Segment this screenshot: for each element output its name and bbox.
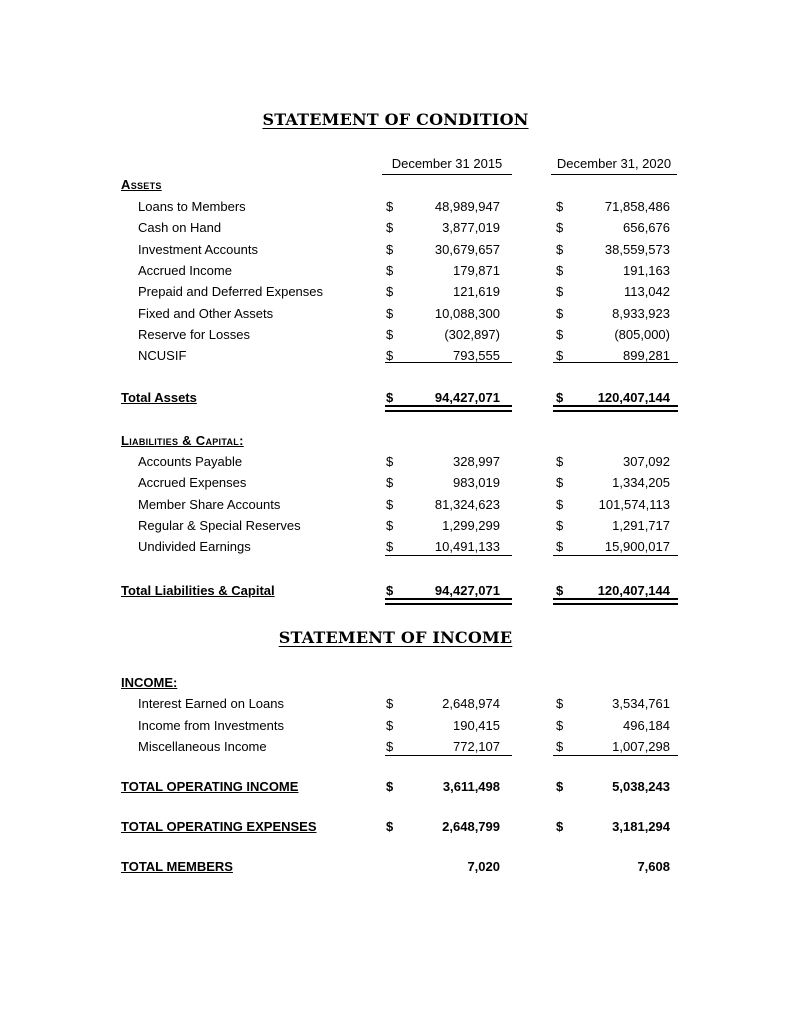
dollar-sign-2020: $ <box>556 454 564 469</box>
value-2015: 772,107 <box>453 739 500 754</box>
dollar-sign-2020: $ <box>556 739 564 754</box>
dollar-sign-2015: $ <box>386 718 394 733</box>
value-2015: 190,415 <box>453 718 500 733</box>
dollar-sign-2020: $ <box>556 819 564 834</box>
double-rule-2020 <box>553 405 678 412</box>
value-2020: 1,007,298 <box>612 739 670 754</box>
value-2015: 7,020 <box>467 859 500 874</box>
value-2015: 2,648,799 <box>442 819 500 834</box>
value-2015: 48,989,947 <box>434 199 500 214</box>
dollar-sign-2015: $ <box>386 518 394 533</box>
dollar-sign-2015: $ <box>386 497 394 512</box>
dollar-sign-2015: $ <box>386 475 394 490</box>
double-rule-2020 <box>553 598 678 605</box>
subtotal-rule-2015 <box>385 362 512 363</box>
value-2020: 899,281 <box>623 348 670 363</box>
value-2015: (302,897) <box>444 327 500 342</box>
dollar-sign-2020: $ <box>556 779 564 794</box>
value-2020: 8,933,923 <box>612 306 670 321</box>
value-2015: 94,427,071 <box>434 390 500 405</box>
row-label: Total Assets <box>121 390 197 405</box>
value-2015: 983,019 <box>453 475 500 490</box>
value-2015: 1,299,299 <box>442 518 500 533</box>
value-2015: 328,997 <box>453 454 500 469</box>
dollar-sign-2015: $ <box>386 696 394 711</box>
value-2020: 15,900,017 <box>604 539 670 554</box>
dollar-sign-2015: $ <box>386 284 394 299</box>
dollar-sign-2020: $ <box>556 583 564 598</box>
value-2020: 101,574,113 <box>598 497 670 512</box>
value-2020: 496,184 <box>623 718 670 733</box>
value-2015: 94,427,071 <box>434 583 500 598</box>
value-2015: 121,619 <box>453 284 500 299</box>
row-label: Prepaid and Deferred Expenses <box>138 284 324 299</box>
dollar-sign-2020: $ <box>556 306 564 321</box>
value-2020: 191,163 <box>623 263 670 278</box>
dollar-sign-2020: $ <box>556 284 564 299</box>
dollar-sign-2015: $ <box>386 348 394 363</box>
row-label: Member Share Accounts <box>138 497 281 512</box>
subtotal-rule-2020 <box>553 555 678 556</box>
row-label: Total Liabilities & Capital <box>121 583 275 598</box>
dollar-sign-2015: $ <box>386 263 394 278</box>
row-label: TOTAL OPERATING EXPENSES <box>121 819 317 834</box>
dollar-sign-2015: $ <box>386 242 394 257</box>
dollar-sign-2020: $ <box>556 348 564 363</box>
value-2015: 10,088,300 <box>434 306 500 321</box>
row-label: TOTAL OPERATING INCOME <box>121 779 299 794</box>
dollar-sign-2015: $ <box>386 327 394 342</box>
value-2015: 30,679,657 <box>434 242 500 257</box>
row-label: Regular & Special Reserves <box>138 518 301 533</box>
value-2020: 120,407,144 <box>597 583 670 598</box>
dollar-sign-2015: $ <box>386 779 394 794</box>
dollar-sign-2020: $ <box>556 475 564 490</box>
row-label: Accounts Payable <box>138 454 243 469</box>
dollar-sign-2015: $ <box>386 739 394 754</box>
row-label: Accrued Expenses <box>138 475 247 490</box>
value-2020: 113,042 <box>623 284 670 299</box>
row-label: Accrued Income <box>138 263 232 278</box>
double-rule-2015 <box>385 405 512 412</box>
value-2015: 81,324,623 <box>434 497 500 512</box>
subtotal-rule-2015 <box>385 555 512 556</box>
double-rule-2015 <box>385 598 512 605</box>
dollar-sign-2015: $ <box>386 220 394 235</box>
row-label: Cash on Hand <box>138 220 222 235</box>
value-2020: 1,334,205 <box>612 475 670 490</box>
dollar-sign-2020: $ <box>556 199 564 214</box>
dollar-sign-2020: $ <box>556 242 564 257</box>
dollar-sign-2020: $ <box>556 497 564 512</box>
value-2020: 656,676 <box>623 220 670 235</box>
dollar-sign-2015: $ <box>386 199 394 214</box>
assets-section-header: Assets <box>121 177 162 192</box>
dollar-sign-2020: $ <box>556 718 564 733</box>
subtotal-rule-2020 <box>553 362 678 363</box>
row-label: Interest Earned on Loans <box>138 696 284 711</box>
row-label: Income from Investments <box>138 718 284 733</box>
statement-of-income-title: STATEMENT OF INCOME <box>278 628 513 647</box>
value-2020: 7,608 <box>637 859 670 874</box>
dollar-sign-2020: $ <box>556 539 564 554</box>
row-label: NCUSIF <box>138 348 187 363</box>
dollar-sign-2015: $ <box>386 583 394 598</box>
value-2015: 3,877,019 <box>442 220 500 235</box>
liabilities-section-header: Liabilities & Capital: <box>121 433 244 448</box>
dollar-sign-2020: $ <box>556 327 564 342</box>
value-2015: 2,648,974 <box>442 696 500 711</box>
value-2015: 793,555 <box>453 348 500 363</box>
dollar-sign-2020: $ <box>556 696 564 711</box>
value-2020: 1,291,717 <box>612 518 670 533</box>
value-2020: 71,858,486 <box>604 199 670 214</box>
value-2015: 179,871 <box>453 263 500 278</box>
subtotal-rule-2020 <box>553 755 678 756</box>
dollar-sign-2015: $ <box>386 306 394 321</box>
dollar-sign-2015: $ <box>386 454 394 469</box>
value-2020: 38,559,573 <box>604 242 670 257</box>
row-label: Miscellaneous Income <box>138 739 267 754</box>
value-2020: 307,092 <box>623 454 670 469</box>
column-header-2015: December 31 2015 <box>382 156 512 175</box>
column-header-2020: December 31, 2020 <box>551 156 677 175</box>
value-2020: 120,407,144 <box>597 390 670 405</box>
statement-of-condition-title: STATEMENT OF CONDITION <box>262 110 529 129</box>
dollar-sign-2015: $ <box>386 539 394 554</box>
row-label: TOTAL MEMBERS <box>121 859 233 874</box>
dollar-sign-2015: $ <box>386 819 394 834</box>
subtotal-rule-2015 <box>385 755 512 756</box>
dollar-sign-2020: $ <box>556 518 564 533</box>
row-label: Investment Accounts <box>138 242 258 257</box>
value-2015: 3,611,498 <box>442 779 500 794</box>
dollar-sign-2015: $ <box>386 390 394 405</box>
value-2020: 3,181,294 <box>612 819 670 834</box>
row-label: Undivided Earnings <box>138 539 251 554</box>
row-label: Loans to Members <box>138 199 246 214</box>
income-section-header: INCOME: <box>121 675 178 690</box>
value-2015: 10,491,133 <box>434 539 500 554</box>
dollar-sign-2020: $ <box>556 263 564 278</box>
dollar-sign-2020: $ <box>556 220 564 235</box>
row-label: Reserve for Losses <box>138 327 250 342</box>
value-2020: (805,000) <box>614 327 670 342</box>
value-2020: 3,534,761 <box>612 696 670 711</box>
dollar-sign-2020: $ <box>556 390 564 405</box>
value-2020: 5,038,243 <box>612 779 670 794</box>
row-label: Fixed and Other Assets <box>138 306 274 321</box>
